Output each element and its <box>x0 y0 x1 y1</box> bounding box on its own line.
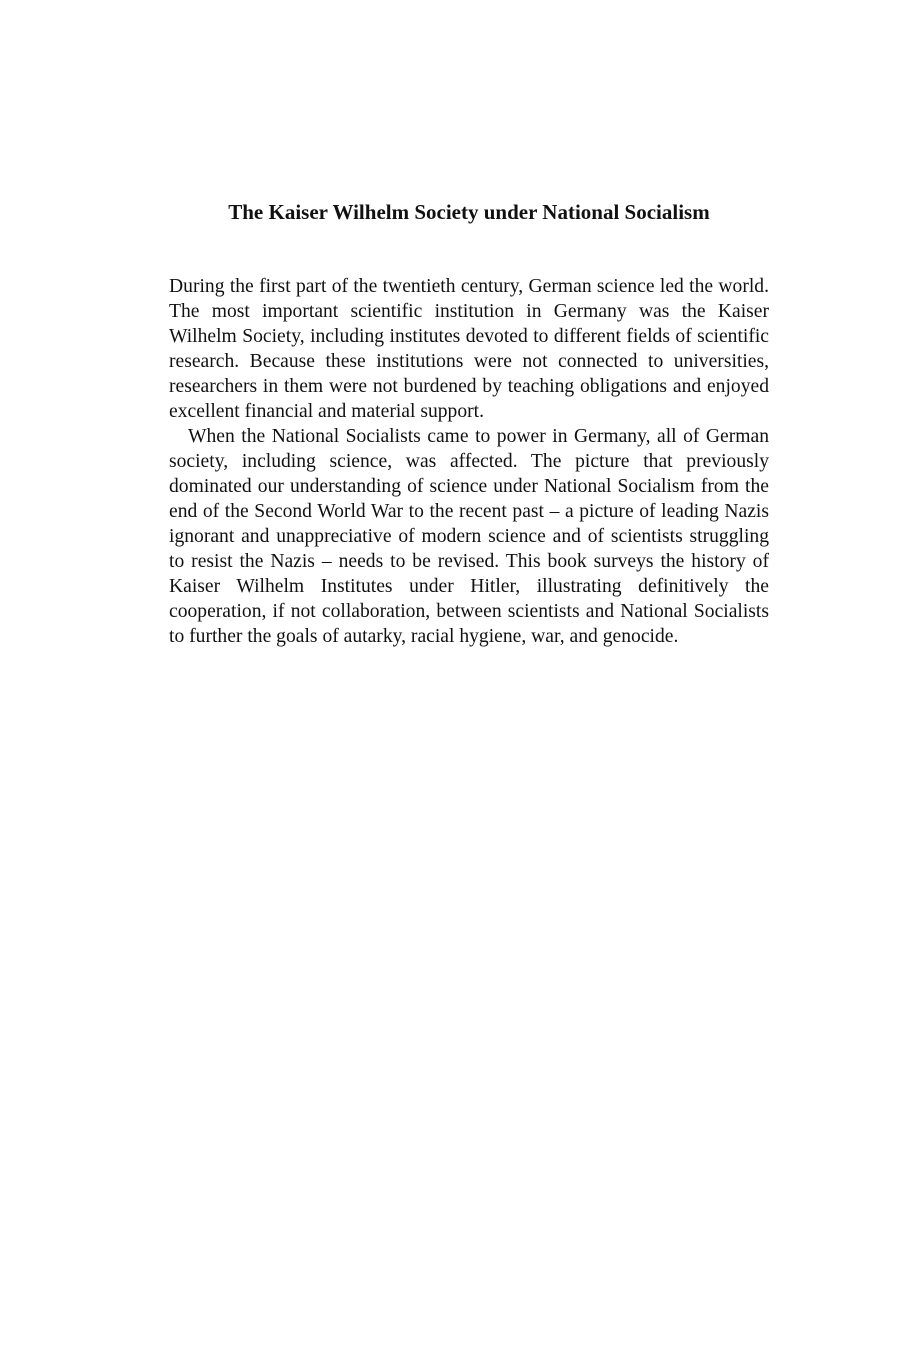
description-text <box>169 274 769 649</box>
paragraph-1: During the first part of the twentieth century, German science led the world. The most important scientific institution in Germany was the Kaiser Wilhelm Society, including institutes devoted to different fields of scientific research. Because these institutions were not connected to universities, researchers in them were not burdened by teaching obligations and enjoyed excellent financial and material support. <box>169 276 769 422</box>
paragraph-2: When the National Socialists came to power in Germany, all of German society, including science, was affected. The picture that previously dominated our understanding of science under National Socialism from the end of the Second World War to the recent past – a picture of leading Nazis ignorant and unappreciative of modern science and of scientists struggling to resist the Nazis – needs to be revised. This book surveys the history of Kaiser Wilhelm Institutes under Hitler, illustrating definitively the cooperation, if not collaboration, between scientists and National Socialists to further the goals of autarky, racial hygiene, war, and genocide. <box>169 426 769 647</box>
page-title: The Kaiser Wilhelm Society under National Socialism <box>228 200 710 224</box>
